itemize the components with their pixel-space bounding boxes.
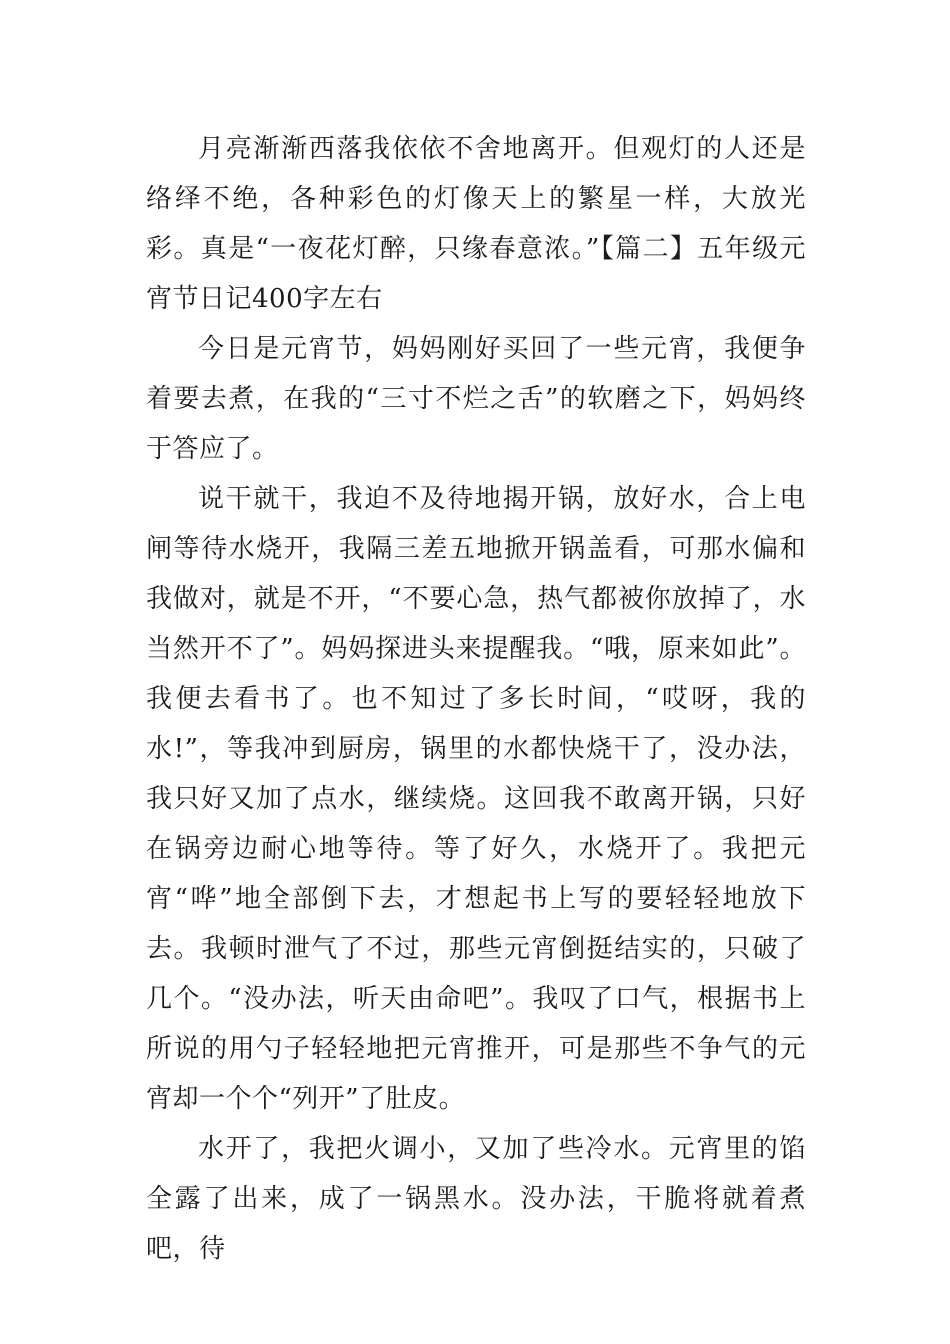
paragraph-4: 水开了，我把火调小，又加了些冷水。元宵里的馅全露了出来，成了一锅黑水。没办法，干脆将就着煮吧，待 [146, 1134, 806, 1264]
paragraph-1: 月亮渐渐西落我依依不舍地离开。但观灯的人还是络绎不绝，各种彩色的灯像天上的繁星一样，大放光彩。真是“一夜花灯醉，只缘春意浓。”【篇二】五年级元宵节日记400字左右 [146, 134, 806, 314]
document-body [146, 124, 806, 1274]
paragraph-2: 今日是元宵节，妈妈刚好买回了一些元宵，我便争着要去煮，在我的“三寸不烂之舌”的软磨之下，妈妈终于答应了。 [146, 334, 806, 464]
paragraph-3: 说干就干，我迫不及待地揭开锅，放好水，合上电闸等待水烧开，我隔三差五地掀开锅盖看，可那水偏和我做对，就是不开，“不要心急，热气都被你放掉了，水当然开不了”。妈妈探进头来提醒我。“哦，原来如此”。我便去看书了。也不知过了多长时间，“哎呀，我的水!”，等我冲到厨房，锅里的水都快烧干了，没办法，我只好又加了点水，继续烧。这回我不敢离开锅，只好在锅旁边耐心地等待。等了好久，水烧开了。我把元宵“哗”地全部倒下去，才想起书上写的要轻轻地放下去。我顿时泄气了不过，那些元宵倒挺结实的，只破了几个。“没办法，听天由命吧”。我叹了口气，根据书上所说的用勺子轻轻地把元宵推开，可是那些不争气的元宵却一个个“列开”了肚皮。 [146, 484, 806, 1114]
